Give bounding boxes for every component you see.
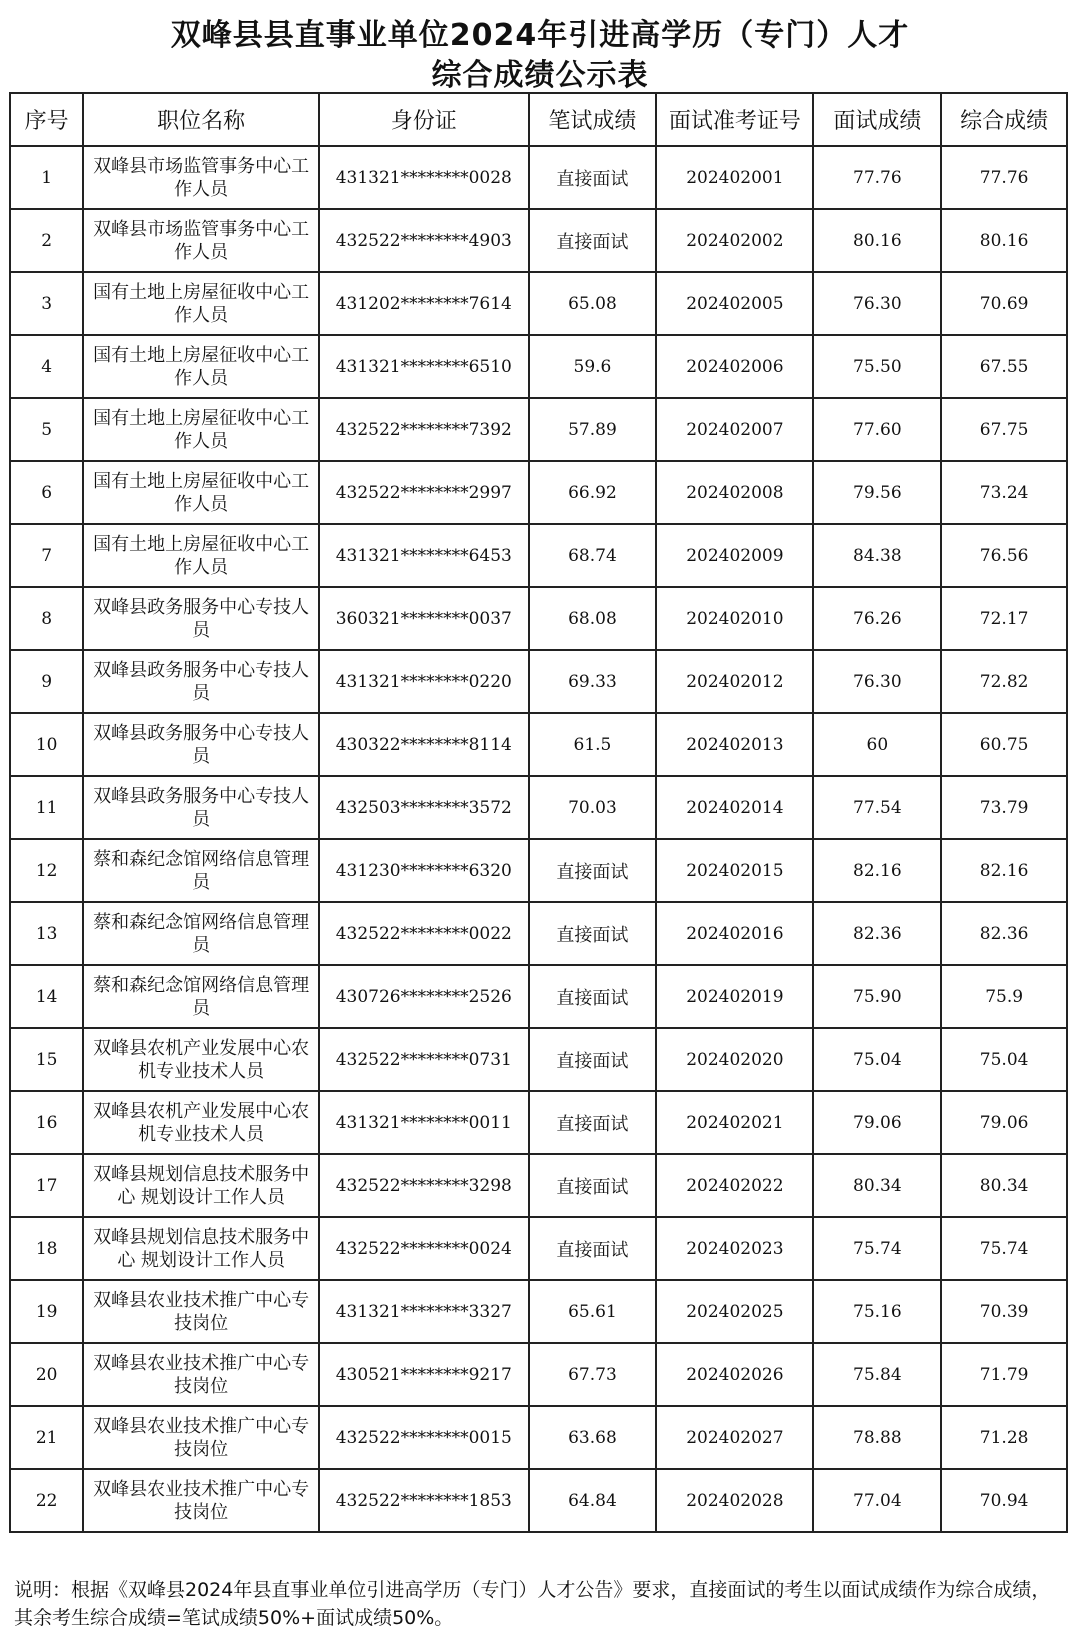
table-row	[10, 839, 1067, 902]
interview-score-cell: 82.16	[813, 839, 941, 902]
written-score-cell: 70.03	[529, 776, 657, 839]
position-cell: 国有土地上房屋征收中心工作人员	[83, 272, 319, 335]
interview-score-cell: 79.06	[813, 1091, 941, 1154]
total-score-cell: 82.16	[941, 839, 1067, 902]
table-row	[10, 965, 1067, 1028]
id-number-cell: 430322********8114	[319, 713, 529, 776]
no-cell: 21	[10, 1406, 83, 1469]
header-cell: 序号	[10, 93, 83, 146]
position-cell: 蔡和森纪念馆网络信息管理员	[83, 839, 319, 902]
total-score-cell: 70.69	[941, 272, 1067, 335]
written-score-cell: 67.73	[529, 1343, 657, 1406]
interview-score-cell: 75.90	[813, 965, 941, 1028]
no-cell: 15	[10, 1028, 83, 1091]
total-score-cell: 80.34	[941, 1154, 1067, 1217]
total-score-cell: 71.79	[941, 1343, 1067, 1406]
no-cell: 17	[10, 1154, 83, 1217]
no-cell: 10	[10, 713, 83, 776]
interview-score-cell: 76.30	[813, 272, 941, 335]
written-score-cell: 直接面试	[529, 209, 657, 272]
id-number-cell: 431321********6453	[319, 524, 529, 587]
position-cell: 国有土地上房屋征收中心工作人员	[83, 398, 319, 461]
no-cell: 19	[10, 1280, 83, 1343]
header-row	[10, 93, 1067, 146]
no-cell: 7	[10, 524, 83, 587]
table-row	[10, 524, 1067, 587]
interview-score-cell: 82.36	[813, 902, 941, 965]
total-score-cell: 75.74	[941, 1217, 1067, 1280]
ticket-number-cell: 202402005	[656, 272, 813, 335]
ticket-number-cell: 202402016	[656, 902, 813, 965]
written-score-cell: 59.6	[529, 335, 657, 398]
written-score-cell: 63.68	[529, 1406, 657, 1469]
id-number-cell: 430726********2526	[319, 965, 529, 1028]
table-row	[10, 1217, 1067, 1280]
id-number-cell: 432503********3572	[319, 776, 529, 839]
written-score-cell: 直接面试	[529, 1028, 657, 1091]
position-cell: 双峰县农业技术推广中心专技岗位	[83, 1469, 319, 1532]
interview-score-cell: 77.76	[813, 146, 941, 209]
total-score-cell: 76.56	[941, 524, 1067, 587]
written-score-cell: 直接面试	[529, 146, 657, 209]
table-row	[10, 1154, 1067, 1217]
table-row	[10, 776, 1067, 839]
header-cell: 面试准考证号	[656, 93, 813, 146]
written-score-cell: 64.84	[529, 1469, 657, 1532]
table-row	[10, 1469, 1067, 1532]
interview-score-cell: 75.50	[813, 335, 941, 398]
id-number-cell: 431321********6510	[319, 335, 529, 398]
total-score-cell: 75.04	[941, 1028, 1067, 1091]
table-row	[10, 1406, 1067, 1469]
no-cell: 9	[10, 650, 83, 713]
document-title: 双峰县县直事业单位2024年引进高学历（专门）人才	[170, 18, 910, 53]
id-number-cell: 431321********0011	[319, 1091, 529, 1154]
position-cell: 双峰县农机产业发展中心农机专业技术人员	[83, 1028, 319, 1091]
total-score-cell: 67.75	[941, 398, 1067, 461]
ticket-number-cell: 202402007	[656, 398, 813, 461]
table-row	[10, 1028, 1067, 1091]
interview-score-cell: 75.74	[813, 1217, 941, 1280]
interview-score-cell: 84.38	[813, 524, 941, 587]
interview-score-cell: 77.60	[813, 398, 941, 461]
ticket-number-cell: 202402009	[656, 524, 813, 587]
position-cell: 双峰县规划信息技术服务中心 规划设计工作人员	[83, 1154, 319, 1217]
no-cell: 18	[10, 1217, 83, 1280]
table-row	[10, 146, 1067, 209]
ticket-number-cell: 202402013	[656, 713, 813, 776]
interview-score-cell: 75.04	[813, 1028, 941, 1091]
table-row	[10, 335, 1067, 398]
ticket-number-cell: 202402020	[656, 1028, 813, 1091]
no-cell: 3	[10, 272, 83, 335]
table-row	[10, 587, 1067, 650]
id-number-cell: 360321********0037	[319, 587, 529, 650]
no-cell: 20	[10, 1343, 83, 1406]
position-cell: 蔡和森纪念馆网络信息管理员	[83, 902, 319, 965]
position-cell: 国有土地上房屋征收中心工作人员	[83, 524, 319, 587]
ticket-number-cell: 202402025	[656, 1280, 813, 1343]
interview-score-cell: 76.30	[813, 650, 941, 713]
interview-score-cell: 75.16	[813, 1280, 941, 1343]
no-cell: 6	[10, 461, 83, 524]
interview-score-cell: 77.54	[813, 776, 941, 839]
total-score-cell: 82.36	[941, 902, 1067, 965]
position-cell: 蔡和森纪念馆网络信息管理员	[83, 965, 319, 1028]
id-number-cell: 432522********0731	[319, 1028, 529, 1091]
id-number-cell: 431321********3327	[319, 1280, 529, 1343]
ticket-number-cell: 202402008	[656, 461, 813, 524]
table-row	[10, 1091, 1067, 1154]
no-cell: 16	[10, 1091, 83, 1154]
position-cell: 双峰县政务服务中心专技人员	[83, 587, 319, 650]
ticket-number-cell: 202402010	[656, 587, 813, 650]
ticket-number-cell: 202402014	[656, 776, 813, 839]
total-score-cell: 79.06	[941, 1091, 1067, 1154]
ticket-number-cell: 202402015	[656, 839, 813, 902]
position-cell: 双峰县政务服务中心专技人员	[83, 776, 319, 839]
interview-score-cell: 78.88	[813, 1406, 941, 1469]
ticket-number-cell: 202402012	[656, 650, 813, 713]
ticket-number-cell: 202402019	[656, 965, 813, 1028]
id-number-cell: 432522********2997	[319, 461, 529, 524]
table-row	[10, 1280, 1067, 1343]
table-row	[10, 650, 1067, 713]
ticket-number-cell: 202402023	[656, 1217, 813, 1280]
table-row	[10, 902, 1067, 965]
id-number-cell: 432522********3298	[319, 1154, 529, 1217]
id-number-cell: 430521********9217	[319, 1343, 529, 1406]
position-cell: 国有土地上房屋征收中心工作人员	[83, 335, 319, 398]
written-score-cell: 57.89	[529, 398, 657, 461]
id-number-cell: 431321********0028	[319, 146, 529, 209]
total-score-cell: 75.9	[941, 965, 1067, 1028]
table-row	[10, 713, 1067, 776]
no-cell: 2	[10, 209, 83, 272]
id-number-cell: 432522********0024	[319, 1217, 529, 1280]
interview-score-cell: 79.56	[813, 461, 941, 524]
header-cell: 综合成绩	[941, 93, 1067, 146]
id-number-cell: 432522********1853	[319, 1469, 529, 1532]
position-cell: 双峰县市场监管事务中心工作人员	[83, 209, 319, 272]
ticket-number-cell: 202402026	[656, 1343, 813, 1406]
written-score-cell: 65.08	[529, 272, 657, 335]
written-score-cell: 直接面试	[529, 1154, 657, 1217]
id-number-cell: 431230********6320	[319, 839, 529, 902]
no-cell: 14	[10, 965, 83, 1028]
ticket-number-cell: 202402021	[656, 1091, 813, 1154]
no-cell: 12	[10, 839, 83, 902]
total-score-cell: 77.76	[941, 146, 1067, 209]
id-number-cell: 431202********7614	[319, 272, 529, 335]
ticket-number-cell: 202402002	[656, 209, 813, 272]
ticket-number-cell: 202402006	[656, 335, 813, 398]
total-score-cell: 73.79	[941, 776, 1067, 839]
written-score-cell: 直接面试	[529, 902, 657, 965]
position-cell: 双峰县政务服务中心专技人员	[83, 713, 319, 776]
table-row	[10, 461, 1067, 524]
footnote: 说明：根据《双峰县2024年县直事业单位引进高学历（专门）人才公告》要求，直接面试的考生以面试成绩作为综合成绩，其余考生综合成绩=笔试成绩50%+面试成绩50%。	[14, 1579, 1051, 1629]
table-row	[10, 1343, 1067, 1406]
id-number-cell: 432522********4903	[319, 209, 529, 272]
written-score-cell: 68.08	[529, 587, 657, 650]
document-subtitle: 综合成绩公示表	[431, 58, 649, 93]
interview-score-cell: 80.16	[813, 209, 941, 272]
header-cell: 职位名称	[83, 93, 319, 146]
position-cell: 双峰县农业技术推广中心专技岗位	[83, 1343, 319, 1406]
total-score-cell: 72.17	[941, 587, 1067, 650]
written-score-cell: 68.74	[529, 524, 657, 587]
no-cell: 4	[10, 335, 83, 398]
no-cell: 11	[10, 776, 83, 839]
written-score-cell: 直接面试	[529, 1091, 657, 1154]
no-cell: 1	[10, 146, 83, 209]
id-number-cell: 432522********0015	[319, 1406, 529, 1469]
position-cell: 双峰县政务服务中心专技人员	[83, 650, 319, 713]
ticket-number-cell: 202402001	[656, 146, 813, 209]
no-cell: 5	[10, 398, 83, 461]
interview-score-cell: 76.26	[813, 587, 941, 650]
no-cell: 13	[10, 902, 83, 965]
id-number-cell: 432522********7392	[319, 398, 529, 461]
interview-score-cell: 75.84	[813, 1343, 941, 1406]
no-cell: 22	[10, 1469, 83, 1532]
ticket-number-cell: 202402028	[656, 1469, 813, 1532]
interview-score-cell: 60	[813, 713, 941, 776]
written-score-cell: 直接面试	[529, 1217, 657, 1280]
written-score-cell: 61.5	[529, 713, 657, 776]
total-score-cell: 70.39	[941, 1280, 1067, 1343]
total-score-cell: 70.94	[941, 1469, 1067, 1532]
position-cell: 双峰县规划信息技术服务中心 规划设计工作人员	[83, 1217, 319, 1280]
table-row	[10, 209, 1067, 272]
position-cell: 双峰县农业技术推广中心专技岗位	[83, 1406, 319, 1469]
total-score-cell: 71.28	[941, 1406, 1067, 1469]
written-score-cell: 直接面试	[529, 965, 657, 1028]
table-header	[10, 93, 1067, 146]
ticket-number-cell: 202402022	[656, 1154, 813, 1217]
header-cell: 笔试成绩	[529, 93, 657, 146]
position-cell: 国有土地上房屋征收中心工作人员	[83, 461, 319, 524]
interview-score-cell: 77.04	[813, 1469, 941, 1532]
no-cell: 8	[10, 587, 83, 650]
position-cell: 双峰县农业技术推广中心专技岗位	[83, 1280, 319, 1343]
position-cell: 双峰县市场监管事务中心工作人员	[83, 146, 319, 209]
ticket-number-cell: 202402027	[656, 1406, 813, 1469]
total-score-cell: 72.82	[941, 650, 1067, 713]
header-cell: 面试成绩	[813, 93, 941, 146]
total-score-cell: 73.24	[941, 461, 1067, 524]
total-score-cell: 67.55	[941, 335, 1067, 398]
total-score-cell: 80.16	[941, 209, 1067, 272]
results-table	[9, 92, 1068, 1533]
written-score-cell: 直接面试	[529, 839, 657, 902]
table-row	[10, 272, 1067, 335]
written-score-cell: 65.61	[529, 1280, 657, 1343]
id-number-cell: 431321********0220	[319, 650, 529, 713]
header-cell: 身份证	[319, 93, 529, 146]
total-score-cell: 60.75	[941, 713, 1067, 776]
id-number-cell: 432522********0022	[319, 902, 529, 965]
position-cell: 双峰县农机产业发展中心农机专业技术人员	[83, 1091, 319, 1154]
table-row	[10, 398, 1067, 461]
written-score-cell: 69.33	[529, 650, 657, 713]
interview-score-cell: 80.34	[813, 1154, 941, 1217]
table-body	[10, 146, 1067, 1532]
written-score-cell: 66.92	[529, 461, 657, 524]
